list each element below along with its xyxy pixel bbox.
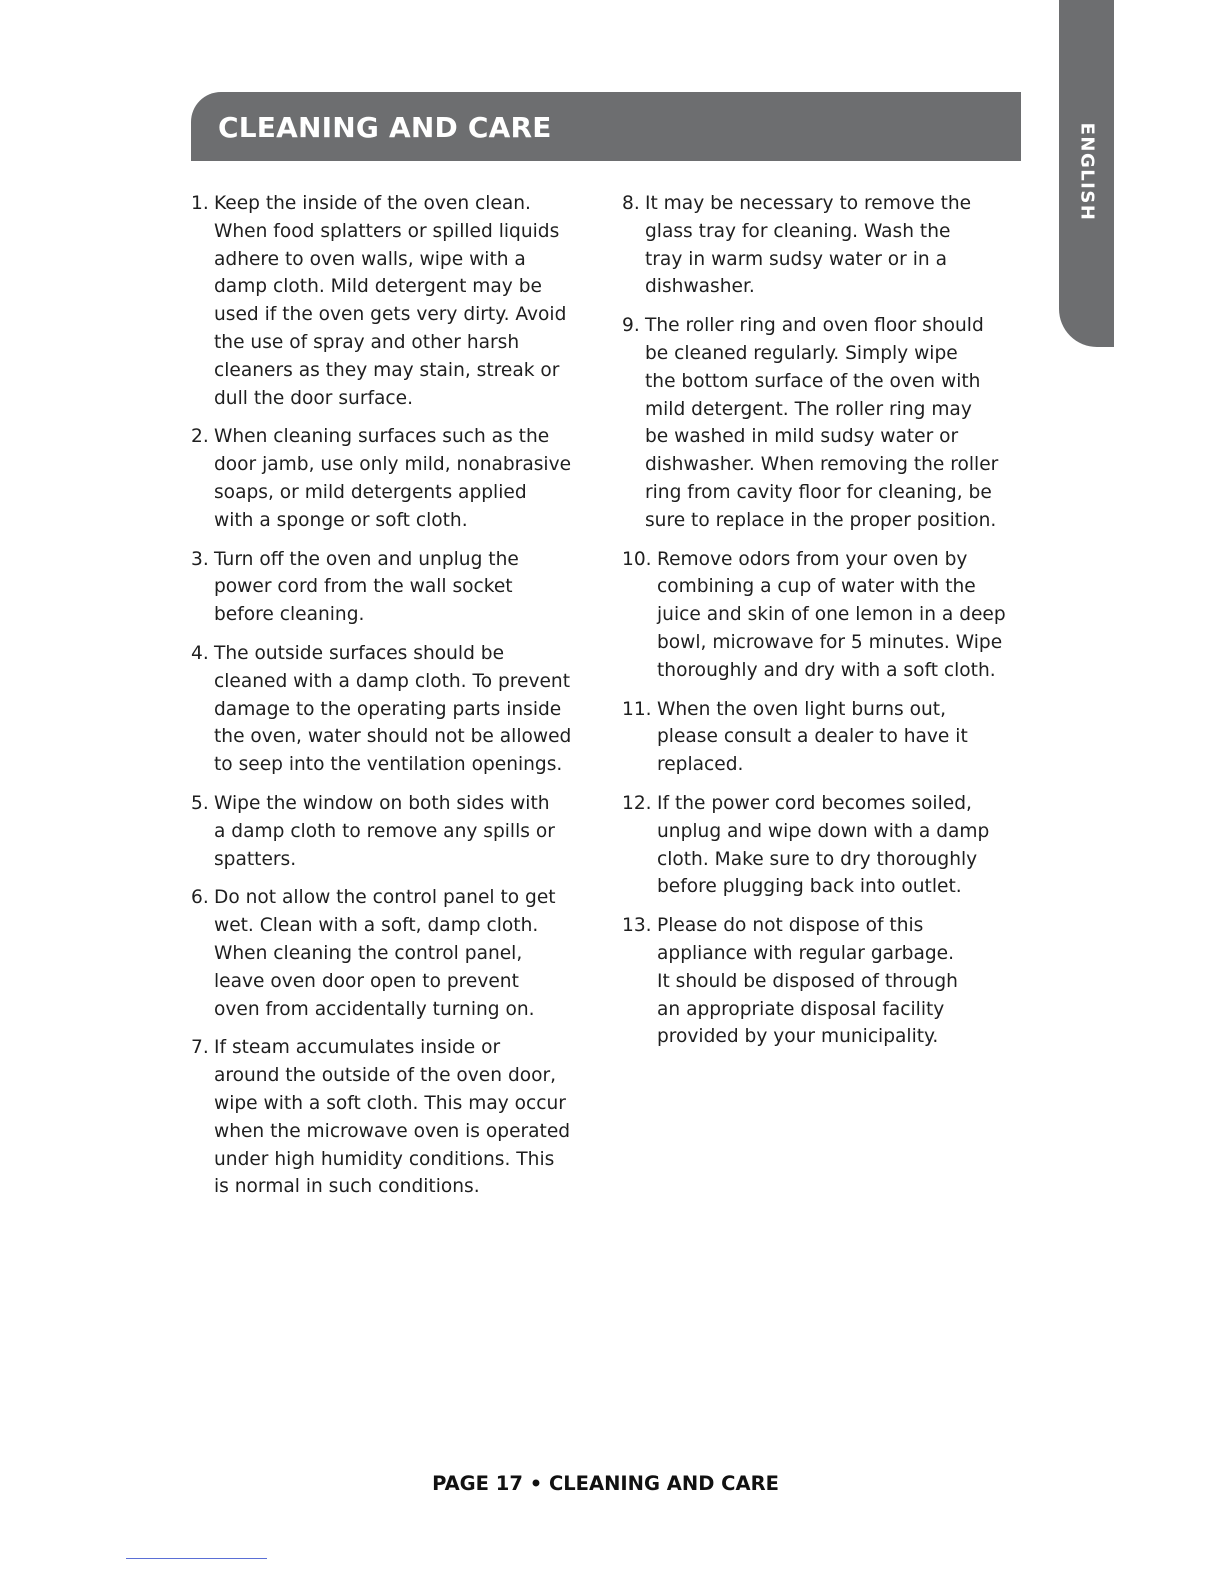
list-item bbox=[191, 1034, 593, 1201]
page-footer: PAGE 17 • CLEANING AND CARE bbox=[432, 1472, 779, 1495]
item-text: Keep the inside of the oven clean. When food splatters or spilled liquids adhere to oven walls, wipe with a damp cloth. Mild detergent may be used if the oven gets very dirty. Avoid the use of spray and other harsh cleaners as they may stain, streak or dull the door surface. bbox=[214, 193, 567, 409]
item-number: 10. bbox=[622, 548, 652, 570]
item-text: Turn off the oven and unplug the power cord from the wall socket before cleaning. bbox=[214, 548, 519, 626]
item-text: Please do not dispose of this appliance with regular garbage. It should be disposed of through an appropriate disposal facility provided by your municipality. bbox=[657, 915, 958, 1048]
item-text: Remove odors from your oven by combining a cup of water with the juice and skin of one lemon in a deep bowl, microwave for 5 minutes. Wipe thoroughly and dry with a soft cloth. bbox=[657, 548, 1006, 681]
item-number: 6. bbox=[191, 887, 209, 909]
list-item bbox=[622, 790, 1024, 901]
item-text: Wipe the window on both sides with a damp cloth to remove any spills or spatters. bbox=[214, 792, 555, 870]
footer-divider bbox=[126, 1558, 267, 1559]
item-text: When the oven light burns out, please consult a dealer to have it replaced. bbox=[657, 698, 968, 776]
item-text: Do not allow the control panel to get wet. Clean with a soft, damp cloth. When cleaning the control panel, leave oven door open to prevent oven from accidentally turning on. bbox=[214, 887, 556, 1020]
list-item bbox=[191, 546, 593, 629]
item-number: 3. bbox=[191, 548, 209, 570]
item-text: It may be necessary to remove the glass tray for cleaning. Wash the tray in warm sudsy water or in a dishwasher. bbox=[645, 193, 972, 298]
list-item bbox=[622, 912, 1024, 1051]
item-number: 12. bbox=[622, 792, 652, 814]
section-title: CLEANING AND CARE bbox=[218, 111, 552, 144]
item-text: The outside surfaces should be cleaned with a damp cloth. To prevent damage to the operating parts inside the oven, water should not be allowed to seep into the ventilation openings. bbox=[214, 642, 572, 776]
item-number: 1. bbox=[191, 193, 209, 214]
item-number: 5. bbox=[191, 792, 209, 814]
language-tab-label: ENGLISH bbox=[1076, 122, 1097, 222]
list-item bbox=[622, 696, 1024, 779]
item-number: 7. bbox=[191, 1037, 209, 1059]
language-tab bbox=[1059, 0, 1114, 347]
left-column bbox=[191, 190, 593, 1212]
list-item bbox=[191, 640, 593, 779]
item-text: If the power cord becomes soiled, unplug and wipe down with a damp cloth. Make sure to dry thoroughly before plugging back into outlet. bbox=[657, 792, 990, 898]
list-item bbox=[191, 884, 593, 1023]
item-number: 9. bbox=[622, 315, 640, 337]
list-item bbox=[622, 546, 1024, 685]
item-number: 8. bbox=[622, 193, 640, 214]
item-text: When cleaning surfaces such as the door jamb, use only mild, nonabrasive soaps, or mild detergents applied with a sponge or soft cloth. bbox=[214, 426, 572, 531]
item-number: 13. bbox=[622, 915, 652, 937]
list-item bbox=[622, 312, 1024, 534]
item-number: 4. bbox=[191, 642, 209, 664]
list-item bbox=[622, 190, 1024, 301]
right-column bbox=[622, 190, 1024, 1062]
item-number: 11. bbox=[622, 698, 652, 720]
list-item bbox=[191, 190, 593, 412]
item-text: If steam accumulates inside or around the outside of the oven door, wipe with a soft cloth. This may occur when the microwave oven is operated under high humidity conditions. This is normal in such conditions. bbox=[214, 1037, 571, 1198]
list-item bbox=[191, 790, 593, 873]
item-number: 2. bbox=[191, 426, 209, 448]
list-item bbox=[191, 423, 593, 534]
section-header-bar bbox=[191, 92, 1021, 161]
item-text: The roller ring and oven floor should be cleaned regularly. Simply wipe the bottom surface of the oven with mild detergent. The roller ring may be washed in mild sudsy water or dishwasher. When removing the roller ring from cavity floor for cleaning, be sure to replace in the proper position. bbox=[645, 315, 999, 531]
